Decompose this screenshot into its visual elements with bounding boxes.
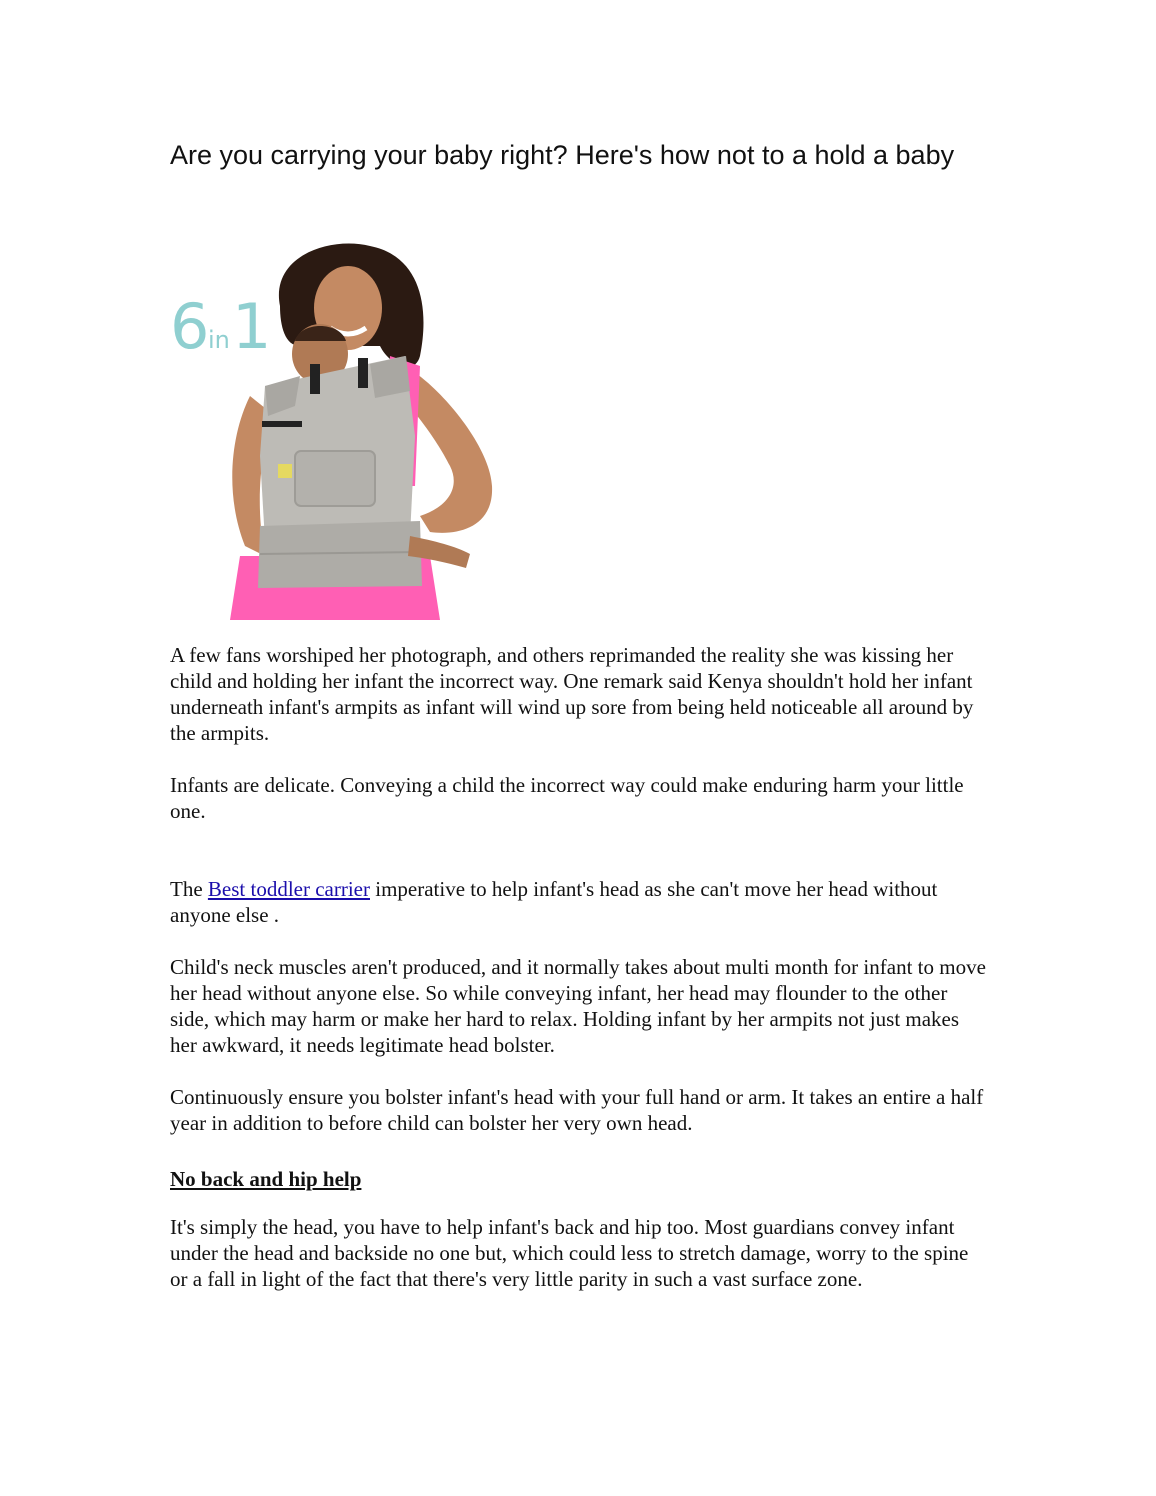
paragraph-3-after: imperative to help infant's head as she can't move her head without anyone else . (170, 877, 938, 927)
paragraph-3 (170, 876, 990, 928)
paragraph-2: Infants are delicate. Conveying a child the incorrect way could make enduring harm your little one. (170, 773, 964, 823)
paragraph-6: It's simply the head, you have to help infant's back and hip too. Most guardians convey infant under the head and backside no one but, which could less to stretch damage, worry to the spine or a fall in light of the fact that there's very little parity in such a vast surface zone. (170, 1215, 969, 1291)
baby-carrier-illustration (170, 236, 500, 620)
baby-carrier-photo (170, 236, 500, 620)
section-heading: No back and hip help (170, 1167, 362, 1191)
best-toddler-carrier-link[interactable]: Best toddler carrier (207, 877, 370, 901)
paragraph-3-before: The (170, 877, 208, 901)
paragraph-4: Child's neck muscles aren't produced, and it normally takes about multi month for infant to move her head without anyone else. So while conveying infant, her head may flounder to the other side, which may harm or make her hard to relax. Holding infant by her armpits not just makes her awkward, it needs legitimate head bolster. (170, 955, 986, 1057)
badge-one: 1 (232, 290, 272, 363)
badge-six: 6 (170, 290, 210, 363)
paragraph-5: Continuously ensure you bolster infant's head with your full hand or arm. It takes an entire a half year in addition to before child can bolster her very own head. (170, 1085, 984, 1135)
article-title: Are you carrying your baby right? Here's how not to a hold a baby (170, 140, 955, 170)
paragraph-1: A few fans worshiped her photograph, and others reprimanded the reality she was kissing her child and holding her infant the incorrect way. One remark said Kenya shouldn't hold her infant underneath infant's armpits as infant will wind up sore from being held noticeable all around by the armpits. (170, 643, 974, 745)
badge-in: in (208, 326, 230, 354)
